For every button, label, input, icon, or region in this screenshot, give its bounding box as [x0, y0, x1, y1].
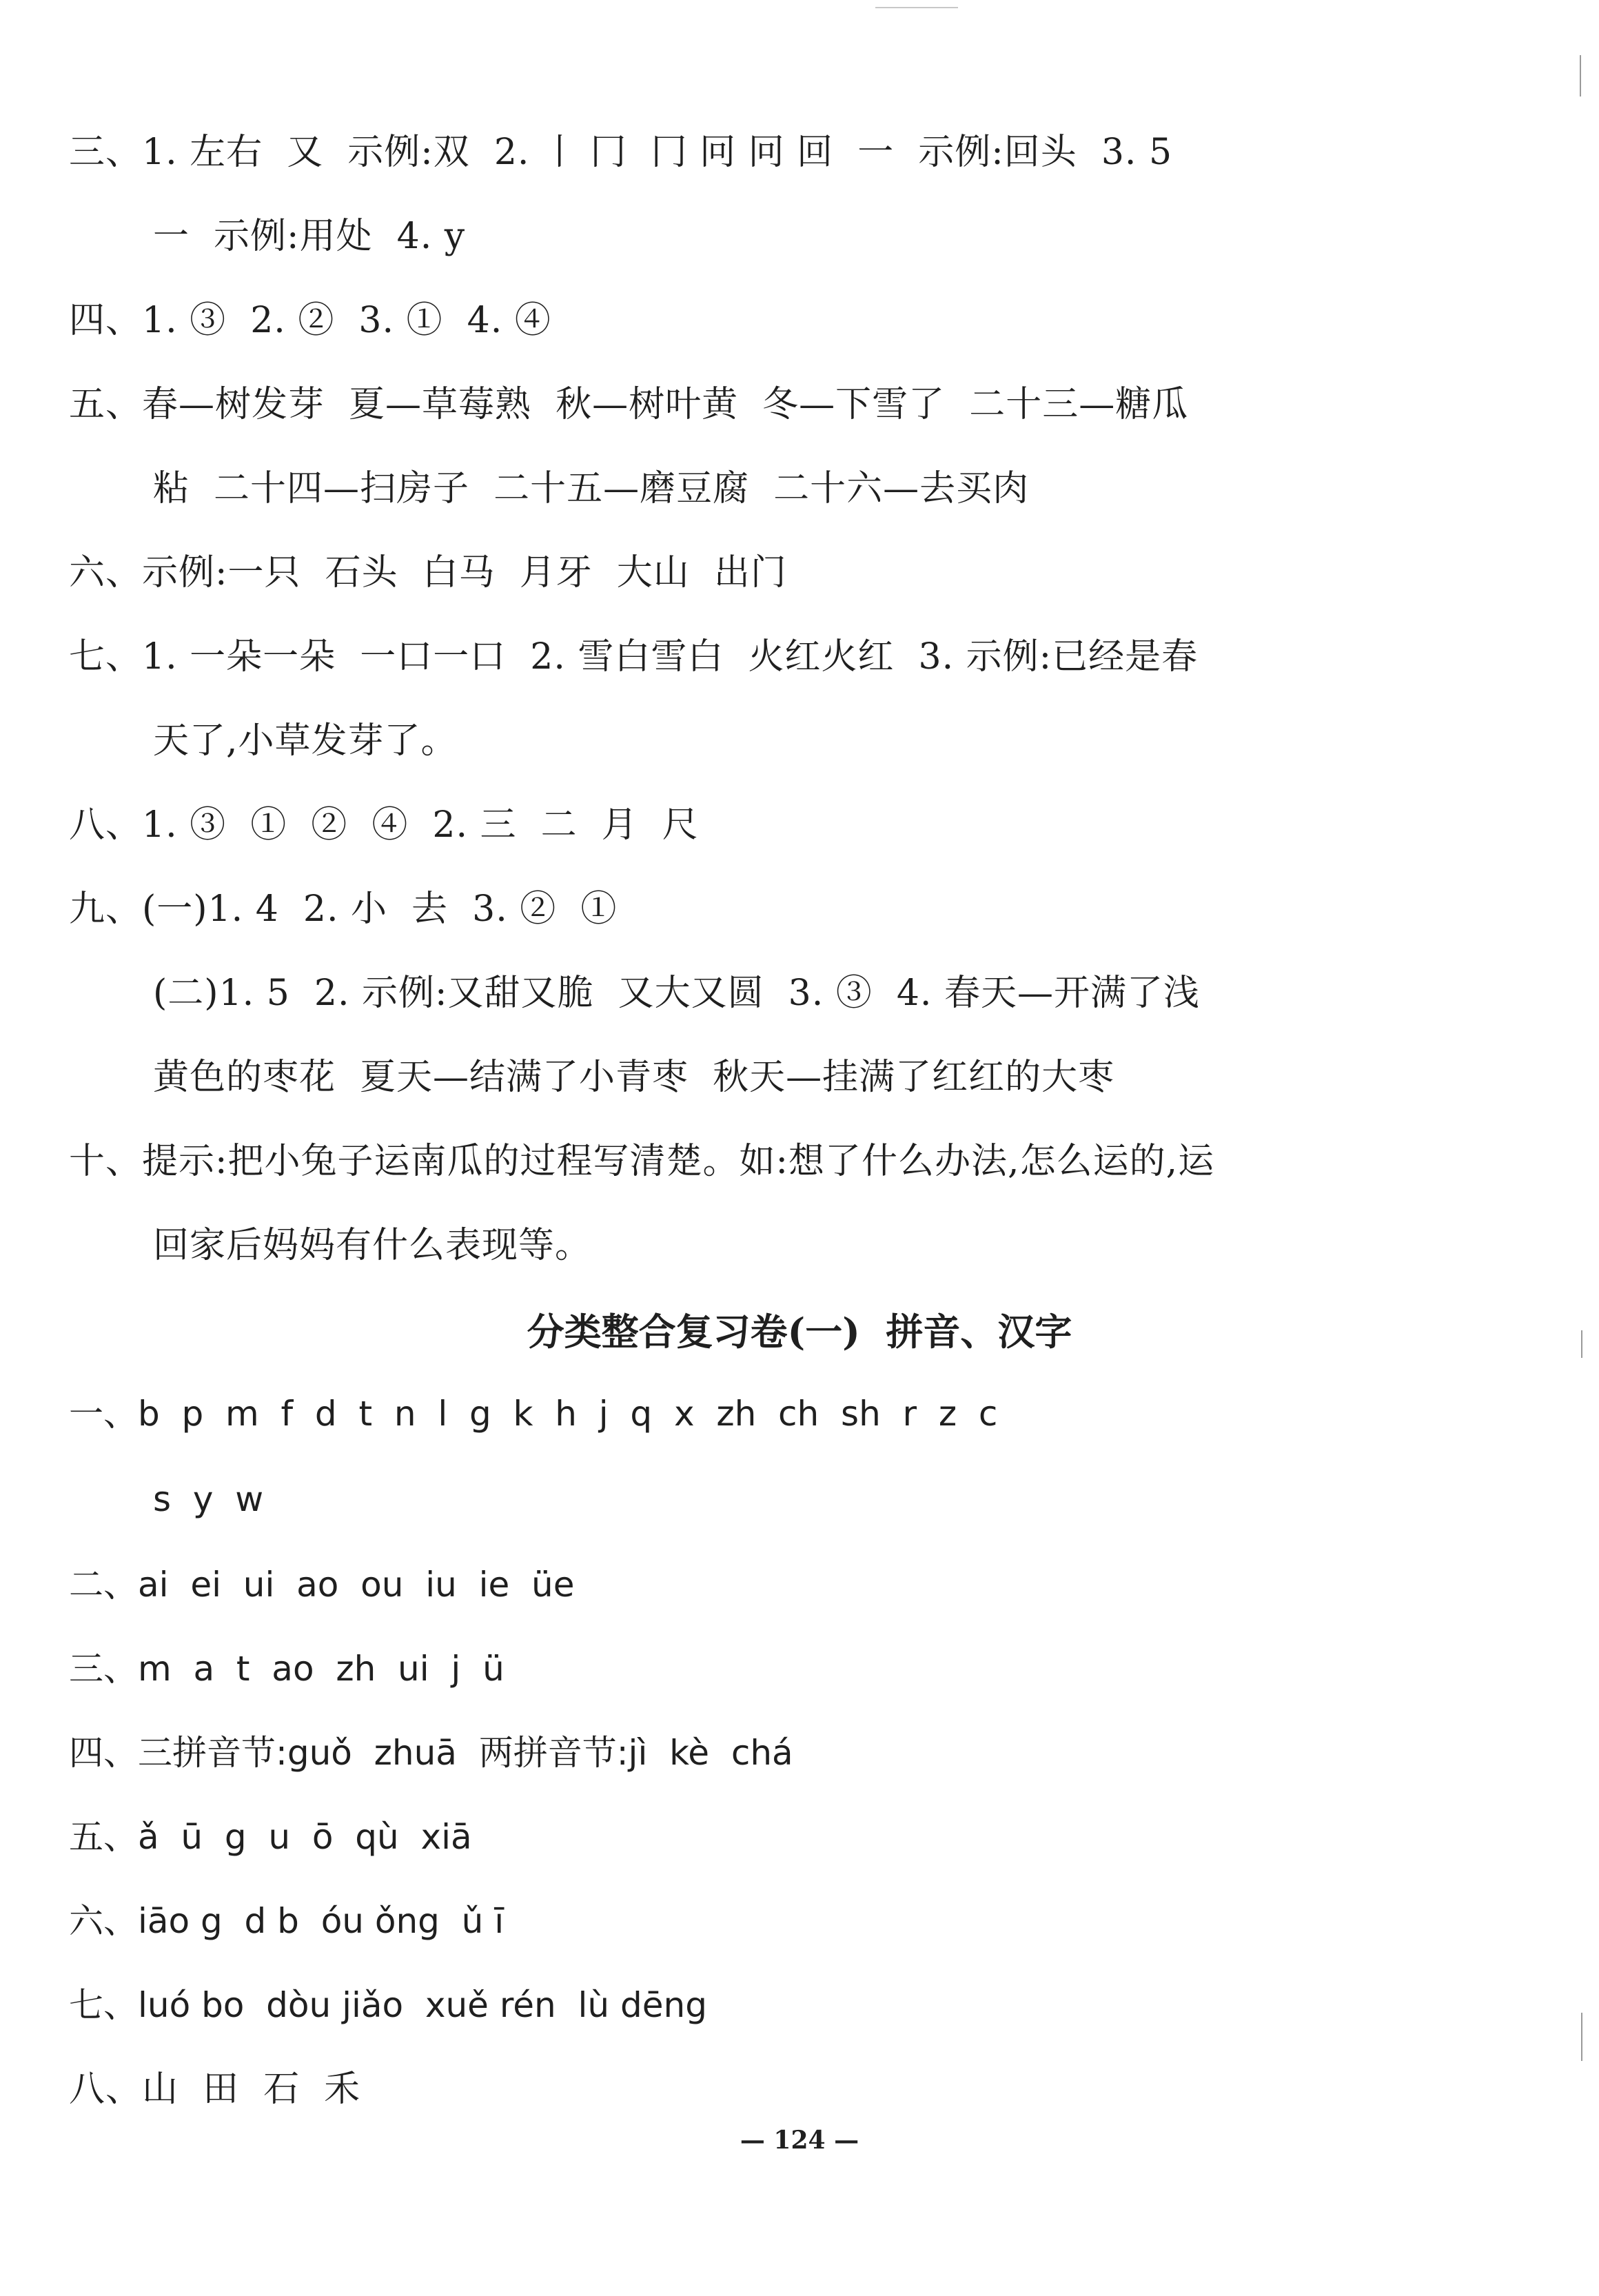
- answer-line-7-cont: 天了,小草发芽了。: [153, 720, 458, 762]
- section-title: 分类整合复习卷(一) 拼音、汉字: [527, 1310, 1072, 1354]
- section-line-6: 六、iāo g d b óu ǒng ǔ ī: [69, 1901, 505, 1941]
- section-line-2: 二、ai ei ui ao ou iu ie üe: [69, 1565, 575, 1605]
- answer-line-8: 八、1. ③ ① ② ④ 2. 三 二 月 尺: [69, 804, 699, 846]
- answer-line-5-cont: 粘 二十四—扫房子 二十五—磨豆腐 二十六—去买肉: [153, 468, 1030, 509]
- section-line-1: 一、b p m f d t n l g k h j q x zh ch sh r z c: [69, 1394, 998, 1434]
- section-line-8: 八、山 田 石 禾: [69, 2069, 361, 2110]
- section-line-1-cont: s y w: [153, 1479, 264, 1519]
- section-line-7: 七、luó bo dòu jiǎo xuě rén lù dēng: [69, 1985, 707, 2025]
- answer-line-10-cont: 回家后妈妈有什么表现等。: [153, 1225, 592, 1266]
- answer-line-4: 四、1. ③ 2. ② 3. ① 4. ④: [69, 300, 551, 341]
- answer-line-7: 七、1. 一朵一朵 一口一口 2. 雪白雪白 火红火红 3. 示例:已经是春: [69, 636, 1199, 678]
- answer-line-3: 三、1. 左右 又 示例:双 2. 丨 冂 冂 冋 冋 回 一 示例:回头 3. 5: [69, 132, 1173, 173]
- answer-line-6: 六、示例:一只 石头 白马 月牙 大山 出门: [69, 552, 787, 593]
- answer-line-9: 九、(一)1. 4 2. 小 去 3. ② ①: [69, 888, 618, 930]
- section-line-3: 三、m a t ao zh ui j ü: [69, 1649, 505, 1689]
- section-line-5: 五、ǎ ū g u ō qù xiā: [69, 1817, 472, 1857]
- answer-line-5: 五、春—树发芽 夏—草莓熟 秋—树叶黄 冬—下雪了 二十三—糖瓜: [69, 384, 1189, 425]
- scan-mark-top: [875, 7, 958, 8]
- answer-line-10: 十、提示:把小兔子运南瓜的过程写清楚。如:想了什么办法,怎么运的,运: [69, 1141, 1215, 1182]
- answer-line-9-part2: (二)1. 5 2. 示例:又甜又脆 又大又圆 3. ③ 4. 春天—开满了浅: [153, 973, 1200, 1014]
- section-line-4: 四、三拼音节:guǒ zhuā 两拼音节:jì kè chá: [69, 1733, 793, 1773]
- page-number: — 124 —: [740, 2126, 859, 2155]
- margin-mark: [1581, 1330, 1582, 1358]
- answer-line-3-cont: 一 示例:用处 4. y: [153, 216, 466, 257]
- margin-mark: [1580, 55, 1581, 96]
- answer-line-9-part2-cont: 黄色的枣花 夏天—结满了小青枣 秋天—挂满了红红的大枣: [153, 1057, 1115, 1098]
- margin-mark: [1581, 2013, 1582, 2061]
